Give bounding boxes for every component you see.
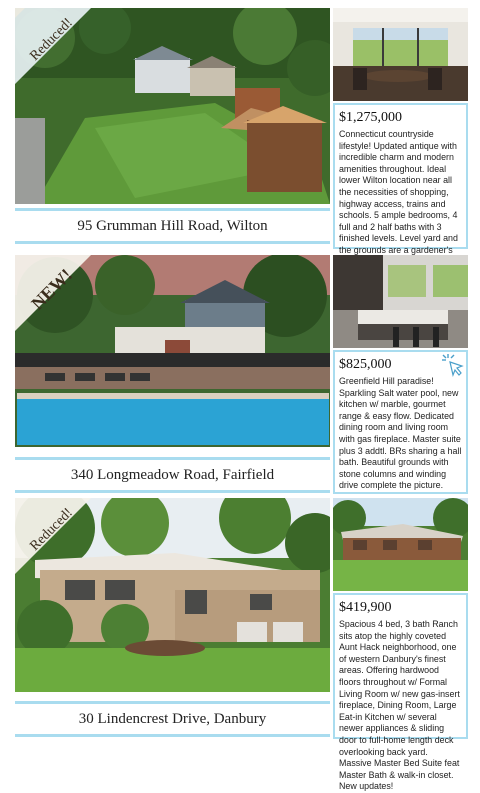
listing-2-kitchen-photo [333,255,468,348]
listing-1-badge-label: Reduced! [27,15,76,64]
listing-2-address: 340 Longmeadow Road, Fairfield [15,457,330,493]
listing-3-description: Spacious 4 bed, 3 bath Ranch sits atop the highly coveted Aunt Hack neighborhood, one of western Danbury's finest areas. Offering hardwood floors throughout w/ Formal Living Room w/ new gas-insert fireplace, Dining Room, Large Eat-in Kitchen w/ several newer appliances & sliding door to full-home length deck overlooking back yard. Massive Master Bed Suite feat Master Bath & walk-in closet. New updates! [339,619,460,792]
listing-1-address: 95 Grumman Hill Road, Wilton [15,208,330,244]
listing-3-badge-label: Reduced! [27,505,76,554]
listing-2-badge [15,255,91,331]
listing-3-backyard-photo [333,498,468,591]
listing-3-description-box [333,593,468,792]
sparkle-icon [440,352,466,378]
listing-1-description-box [333,103,468,255]
listing-1-description: Connecticut countryside lifestyle! Updated antique with incredible charm and modern amenities throughout. Ideal lower Wilton location near all the necessities of shopping, highway access, trains and schools. 5 ample bedrooms, 4 full and 2 half baths with 3 finished levels. Level yard and the grounds are a gardener's [339,129,458,255]
listing-3-address: 30 Lindencrest Drive, Danbury [15,701,330,737]
listing-2-description: Greenfield Hill paradise! Sparkling Salt water pool, new kitchen w/ marble, gourmet range & easy flow. Dedicated dining room and living room with gas fireplace. Master suite plus 3 addtl. BRs sharing a hall bath. Beautiful grounds with stone columns and winding drive complete the picture. [339,376,462,491]
listing-3-price: $419,900 [339,600,392,615]
listing-2-price: $825,000 [339,357,392,372]
listing-1-price: $1,275,000 [339,110,402,125]
listing-1-interior-photo [333,8,468,101]
listing-3-badge [15,498,91,574]
listing-2-badge-label: NEW! [27,264,77,314]
listing-1-badge [15,8,91,84]
